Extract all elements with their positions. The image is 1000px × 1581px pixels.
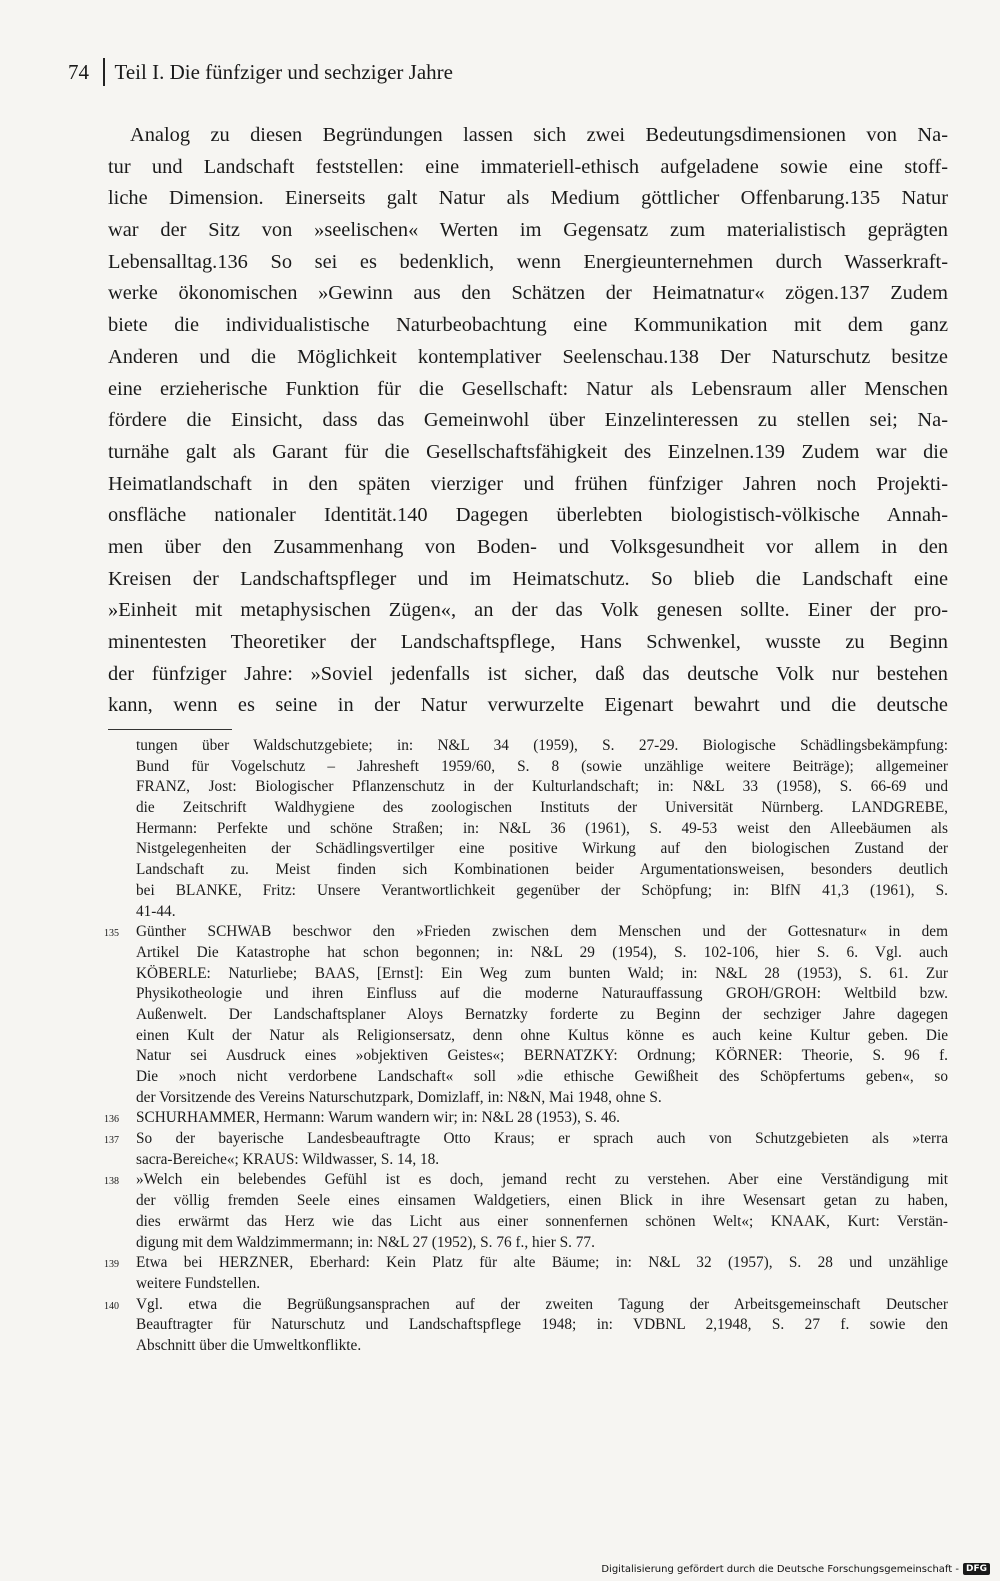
footnote-line: So der bayerische Landesbeauftragte Otto Kraus; er sprach auch von Schutzgebieten als »terra (136, 1130, 948, 1148)
body-line: fördere die Einsicht, dass das Gemeinwohl über Einzelinteressen zu stellen sei; Na- (108, 409, 948, 432)
body-line: minentesten Theoretiker der Landschaftspflege, Hans Schwenkel, wusste zu Beginn (108, 631, 948, 653)
footnote-line: »Welch ein belebendes Gefühl ist es doch, jemand recht zu verstehen. Aber eine Verständigung mit (136, 1171, 948, 1189)
footnote (104, 1129, 948, 1170)
body-line: onsfläche nationaler Identität.140 Dagegen überlebten biologistisch-völkische Annah- (108, 504, 948, 527)
footnote-line: Nistgelegenheiten der Schädlingsvertilger eine positive Wirkung auf den biologischen Zustand der (136, 840, 948, 858)
footnote-number: 139 (104, 1259, 119, 1271)
footnote-line: KÖBERLE: Naturliebe; BAAS, [Ernst]: Ein Weg zum bunten Wald; in: N&L 28 (1953), S. 61. Zur (136, 964, 948, 982)
footnote-line: tungen über Waldschutzgebiete; in: N&L 34 (1959), S. 27-29. Biologische Schädlingsbekämpfung: (136, 737, 948, 754)
dfg-logo: DFG (963, 1563, 990, 1575)
footnote-line: digung mit dem Waldzimmermann; in: N&L 27 (1952), S. 76 f., hier S. 77. (136, 1233, 595, 1251)
body-line: Anderen und die Möglichkeit kontemplativer Seelenschau.138 Der Naturschutz besitze (108, 345, 948, 368)
body-line: tur und Landschaft feststellen: eine immateriell-ethisch aufgeladene sowie eine stoff- (108, 155, 948, 178)
footnote (104, 1108, 948, 1129)
footnote-line: Bund für Vogelschutz – Jahresheft 1959/60, S. 8 (sowie unzählige weitere Beiträge); allgemeiner (136, 757, 948, 775)
running-title: Teil I. Die fünfziger und sechziger Jahre (114, 59, 453, 84)
digitization-credit (601, 1563, 990, 1575)
body-line: kann, wenn es seine in der Natur verwurzelte Eigenart bewahrt und die deutsche (108, 694, 948, 717)
footnote-separator (108, 729, 232, 730)
header-divider (103, 58, 105, 86)
footnote-line: Außenwelt. Der Landschaftsplaner Aloys Bernatzky forderte zu Beginn der sechziger Jahre dagegen (136, 1005, 948, 1023)
footnote-line: die Zeitschrift Waldhygiene des zoologischen Instituts der Universität Nürnberg. LANDGREBE, (136, 799, 948, 817)
body-line: werke ökonomischen »Gewinn aus den Schätzen der Heimatnatur« zögen.137 Zudem (108, 282, 948, 305)
body-line: der fünfziger Jahre: »Soviel jedenfalls ist sicher, daß das deutsche Volk nur bestehen (108, 662, 948, 685)
body-line: Heimatlandschaft in den späten vierziger und frühen fünfziger Jahren noch Projekti- (108, 472, 948, 495)
footnote-line: Vgl. etwa die Begrüßungsansprachen auf der zweiten Tagung der Arbeitsgemeinschaft Deutscher (136, 1295, 948, 1313)
footnote-number: 135 (104, 928, 119, 940)
footnote (104, 922, 948, 1108)
page-number: 74 (68, 59, 89, 84)
footnote-line: der Vorsitzende des Vereins Naturschutzpark, Domizlaff, in: N&N, Mai 1948, ohne S. (136, 1088, 662, 1106)
footnote-line: Landschaft zu. Meist finden sich Kombinationen beider Argumentationsweisen, besonders deutlich (136, 861, 948, 879)
footnote (104, 1170, 948, 1253)
running-header (68, 58, 453, 86)
body-line: turnähe galt als Garant für die Gesellschaftsfähigkeit des Einzelnen.139 Zudem war die (108, 440, 948, 463)
footnote (104, 1253, 948, 1294)
body-line: Lebensalltag.136 So sei es bedenklich, wenn Energieunternehmen durch Wasserkraft- (108, 250, 948, 273)
footnote-line: Günther SCHWAB beschwor den »Frieden zwischen dem Menschen und der Gottesnatur« in dem (136, 923, 948, 941)
digitization-note: Digitalisierung gefördert durch die Deutsche Forschungsgemeinschaft - (601, 1563, 959, 1575)
footnote (108, 736, 948, 922)
footnote-line: einen Kult der Natur als Religionsersatz, denn ohne Kultus könne es auch keine Kultur geben. Die (136, 1026, 948, 1044)
footnote-line: der völlig fremden Seele eines einsamen Waldgetiers, einen Blick in ihre Wesensart getan zu haben, (136, 1192, 948, 1210)
footnote-line: Natur sei Ausdruck eines »objektiven Geistes«; BERNATZKY: Ordnung; KÖRNER: Theorie, S. 96 f. (136, 1047, 948, 1065)
footnote-line: Artikel Die Katastrophe hat schon begonnen; in: N&L 29 (1954), S. 102-106, hier S. 6. Vgl. auch (136, 943, 948, 961)
body-line: eine erzieherische Funktion für die Gesellschaft: Natur als Lebensraum aller Menschen (108, 377, 948, 400)
body-line: »Einheit mit metaphysischen Zügen«, an der das Volk genesen sollte. Einer der pro- (108, 599, 948, 622)
footnote-line: Etwa bei HERZNER, Eberhard: Kein Platz für alte Bäume; in: N&L 32 (1957), S. 28 und unzählige (136, 1254, 948, 1272)
footnote-line: 41-44. (136, 902, 176, 920)
footnote-line: FRANZ, Jost: Biologischer Pflanzenschutz in der Kulturlandschaft; in: N&L 33 (1958), S. 66-69 und (136, 778, 948, 796)
footnote-line: bei BLANKE, Fritz: Unsere Verantwortlichkeit gegenüber der Schöpfung; in: BlfN 41,3 (1961), S. (136, 881, 948, 899)
footnote-line: Hermann: Perfekte und schöne Straßen; in: N&L 36 (1961), S. 49-53 weist den Alleebäumen als (136, 819, 948, 837)
footnote-number: 137 (104, 1135, 119, 1147)
footnote-line: Abschnitt über die Umweltkonflikte. (136, 1336, 362, 1354)
footnote-line: weitere Fundstellen. (136, 1274, 261, 1292)
footnote-line: SCHURHAMMER, Hermann: Warum wandern wir; in: N&L 28 (1953), S. 46. (136, 1109, 620, 1127)
body-line: war der Sitz von »seelischen« Werten im Gegensatz zum materialistisch geprägten (108, 219, 948, 242)
footnote-line: dies erwärmt das Herz wie das Licht aus einer sonnenfernen schönen Welt«; KNAAK, Kurt: Verstän- (136, 1212, 948, 1230)
footnote-number: 138 (104, 1176, 119, 1188)
footnote-line: Beauftragter für Naturschutz und Landschaftspflege 1948; in: VDBNL 2,1948, S. 27 f. sowie den (136, 1316, 948, 1334)
body-line: men über den Zusammenhang von Boden- und Volksgesundheit vor allem in den (108, 535, 948, 558)
body-line: liche Dimension. Einerseits galt Natur als Medium göttlicher Offenbarung.135 Natur (108, 187, 948, 210)
footnote-number: 140 (104, 1300, 119, 1312)
footnote (104, 1295, 948, 1357)
footnotes (104, 736, 948, 1357)
footnote-number: 136 (104, 1114, 119, 1126)
body-text (108, 120, 948, 722)
body-line: Analog zu diesen Begründungen lassen sich zwei Bedeutungsdimensionen von Na- (130, 124, 948, 146)
footnote-line: Physikotheologie und ihren Einfluss auf die moderne Naturauffassung GROH/GROH: Weltbild bzw. (136, 985, 948, 1003)
footnote-line: sacra-Bereiche«; KRAUS: Wildwasser, S. 14, 18. (136, 1150, 440, 1168)
footnote-line: Die »noch nicht verdorbene Landschaft« soll »die ethische Gewißheit des Schöpfertums geben«, so (136, 1068, 948, 1085)
body-line: biete die individualistische Naturbeobachtung eine Kommunikation mit dem ganz (108, 314, 948, 337)
body-line: Kreisen der Landschaftspfleger und im Heimatschutz. So blieb die Landschaft eine (108, 567, 948, 590)
